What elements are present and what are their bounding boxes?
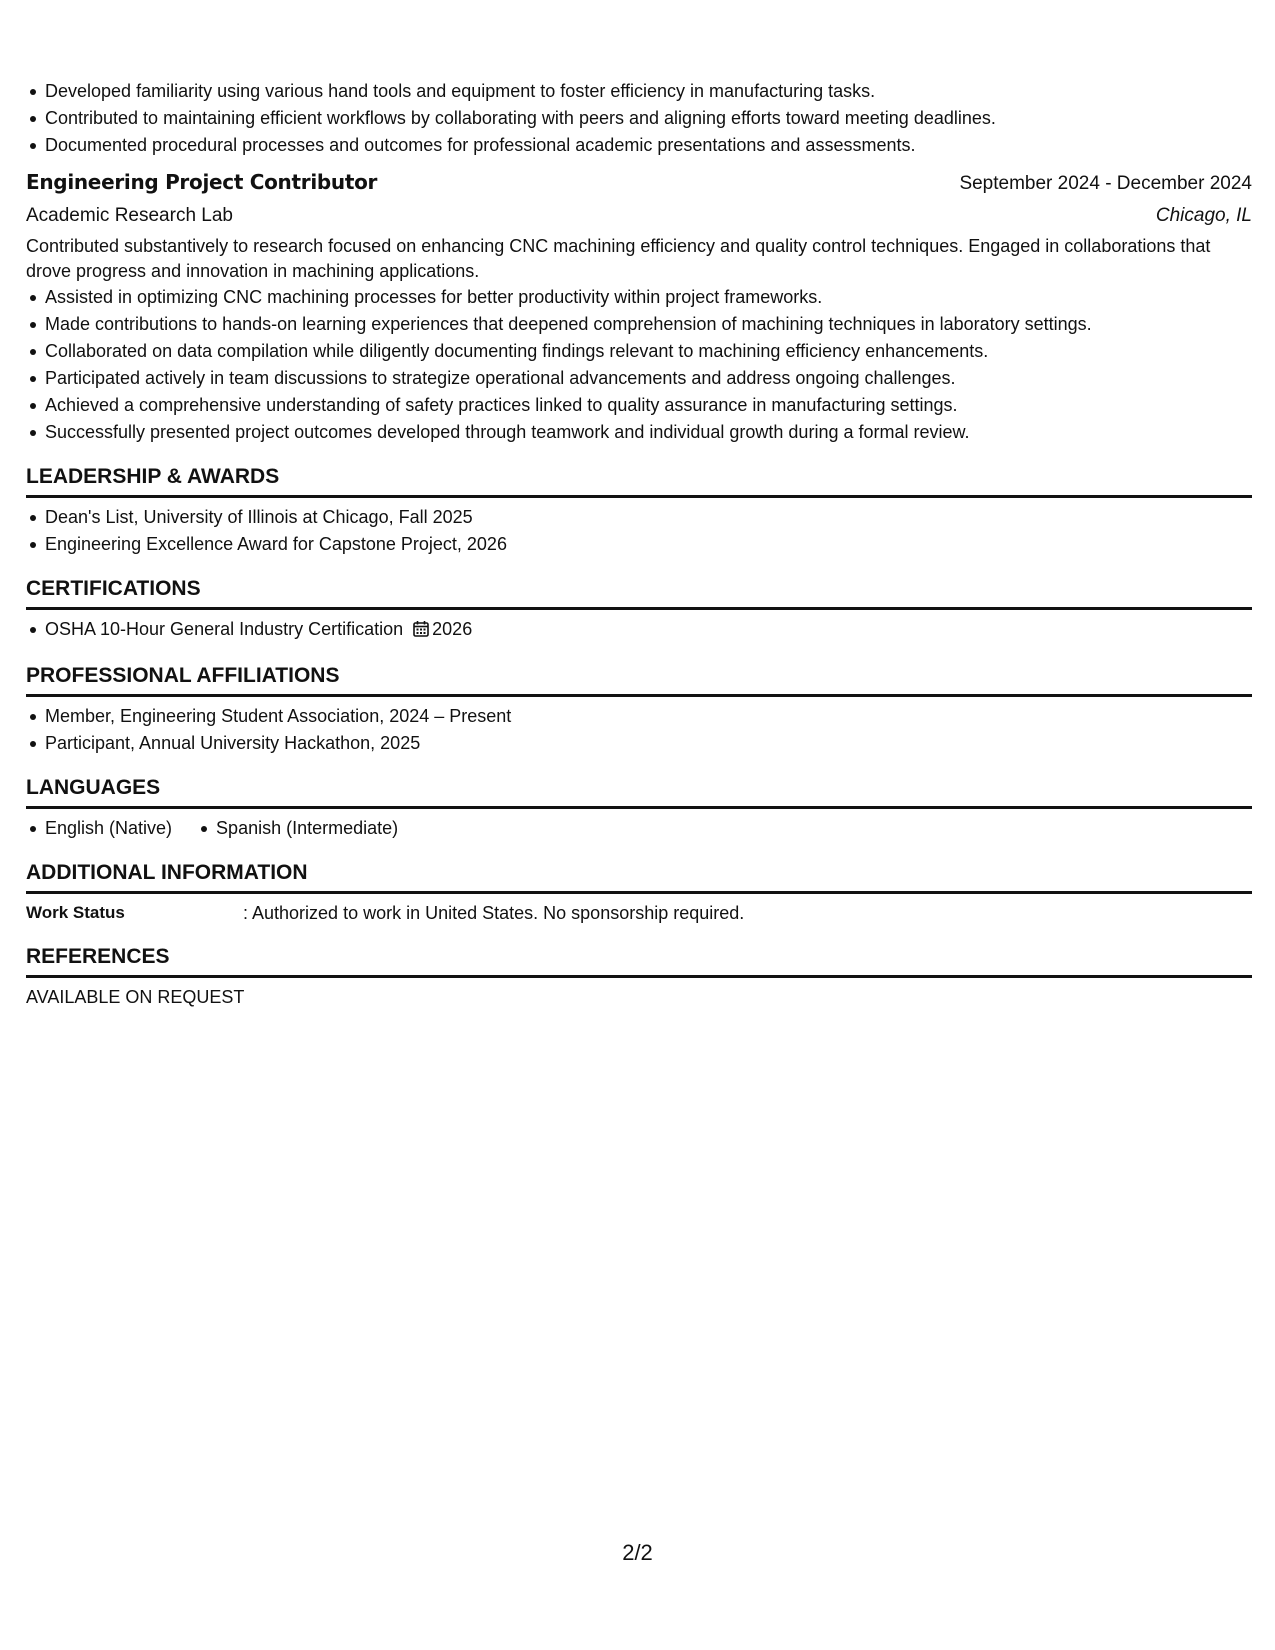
job-entry xyxy=(26,167,1252,446)
work-status-label: Work Status xyxy=(26,903,125,922)
list-item: Successfully presented project outcomes developed through teamwork and individual growth during a formal review. xyxy=(45,419,1252,446)
certifications-list xyxy=(26,616,1252,645)
calendar-icon xyxy=(413,618,429,645)
list-item: Dean's List, University of Illinois at Chicago, Fall 2025 xyxy=(45,504,1252,531)
job-description: Contributed substantively to research focused on enhancing CNC machining efficiency and quality control techniques. Engaged in collaborations that drove progress and innovation in machining applications. xyxy=(26,236,1211,281)
affiliations-list xyxy=(26,703,1252,757)
certifications-section xyxy=(26,574,1252,645)
previous-job-bullets xyxy=(26,78,1252,159)
list-item: Assisted in optimizing CNC machining processes for better productivity within project frameworks. xyxy=(45,284,1252,311)
section-title: PROFESSIONAL AFFILIATIONS xyxy=(26,661,1252,697)
list-item: Participant, Annual University Hackathon, 2025 xyxy=(45,730,1252,757)
list-item: Participated actively in team discussions to strategize operational advancements and address ongoing challenges. xyxy=(45,365,1252,392)
leadership-list xyxy=(26,504,1252,558)
list-item xyxy=(45,616,1252,645)
languages-section xyxy=(26,773,1252,842)
list-item: Spanish (Intermediate) xyxy=(216,815,398,842)
list-item: Documented procedural processes and outcomes for professional academic presentations and assessments. xyxy=(45,132,1252,159)
job-title: Engineering Project Contributor xyxy=(26,170,378,194)
leadership-section xyxy=(26,462,1252,558)
section-title: REFERENCES xyxy=(26,942,1252,978)
references-text: AVAILABLE ON REQUEST xyxy=(26,987,245,1007)
list-item: Member, Engineering Student Association, 2024 – Present xyxy=(45,703,1252,730)
affiliations-section xyxy=(26,661,1252,757)
section-title: LEADERSHIP & AWARDS xyxy=(26,462,1252,498)
job-dates: September 2024 - December 2024 xyxy=(959,173,1252,194)
list-item: Made contributions to hands-on learning experiences that deepened comprehension of machining techniques in laboratory settings. xyxy=(45,311,1252,338)
references-section xyxy=(26,942,1252,1010)
page-number: 2/2 xyxy=(622,1540,653,1565)
languages-list xyxy=(26,815,1252,842)
work-status-row xyxy=(26,900,1252,926)
job-subheader xyxy=(26,199,1252,232)
job-header xyxy=(26,167,1252,199)
job-bullets xyxy=(26,284,1252,446)
section-title: CERTIFICATIONS xyxy=(26,574,1252,610)
work-status-value: : Authorized to work in United States. No sponsorship required. xyxy=(243,903,745,923)
job-location: Chicago, IL xyxy=(1155,205,1252,226)
job-organization: Academic Research Lab xyxy=(26,205,233,226)
section-title: LANGUAGES xyxy=(26,773,1252,809)
additional-info-section xyxy=(26,858,1252,926)
list-item: English (Native) xyxy=(45,815,172,842)
list-item: Contributed to maintaining efficient workflows by collaborating with peers and aligning efforts toward meeting deadlines. xyxy=(45,105,1252,132)
certification-name: OSHA 10-Hour General Industry Certification xyxy=(45,619,404,639)
section-title: ADDITIONAL INFORMATION xyxy=(26,858,1252,894)
certification-year: 2026 xyxy=(432,619,473,639)
list-item: Developed familiarity using various hand tools and equipment to foster efficiency in manufacturing tasks. xyxy=(45,78,1252,105)
list-item: Engineering Excellence Award for Capstone Project, 2026 xyxy=(45,531,1252,558)
list-item: Collaborated on data compilation while diligently documenting findings relevant to machining efficiency enhancements. xyxy=(45,338,1252,365)
list-item: Achieved a comprehensive understanding of safety practices linked to quality assurance in manufacturing settings. xyxy=(45,392,1252,419)
resume-page xyxy=(26,78,1252,1010)
